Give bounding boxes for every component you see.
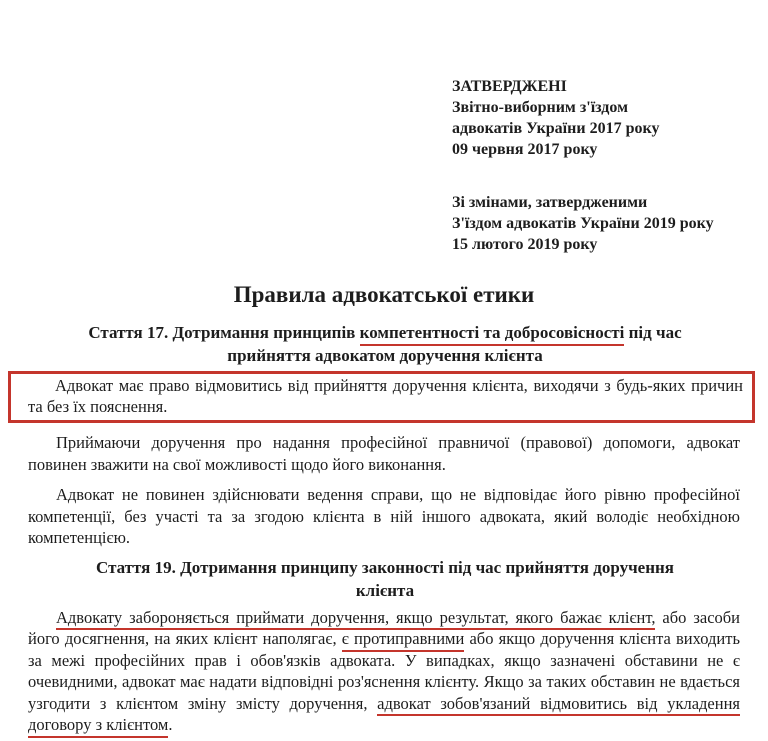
approval-line: Зі змінами, затвердженими bbox=[452, 194, 648, 211]
article-19-heading-line-2: клієнта bbox=[355, 580, 415, 600]
text-segment: або засоби його досягнення, на яких клієнт наполягає, bbox=[28, 607, 740, 648]
article-19-heading-line-1: Стаття 19. Дотримання принципу законності під час прийняття доручення bbox=[96, 557, 674, 577]
approval-line: ЗАТВЕРДЖЕНІ bbox=[452, 78, 567, 95]
article-17-heading-line-1 bbox=[30, 321, 740, 344]
heading-text: Стаття 17. Дотримання принципів bbox=[88, 323, 360, 342]
paragraph-annotated bbox=[28, 607, 740, 736]
approval-line: Звітно-виборним з'їздом bbox=[452, 99, 628, 116]
text-segment: або якщо доручення клієнта виходить за межі професійних прав і обов'язків адвоката. У випадках, якщо зазначені обставини не є очевидними, адвокат має надати відповідні роз'яснення клієнту. Якщо за таких обставин не вдається узгодити з клієнтом зміну змісту доручення, bbox=[28, 629, 740, 713]
red-annotation-box bbox=[8, 371, 755, 423]
document-title: Правила адвокатської етики bbox=[233, 282, 535, 307]
heading-text: під час bbox=[624, 323, 682, 342]
red-underlined-passage: Адвокату забороняється приймати доручення, якщо результат, якого бажає клієнт, bbox=[56, 608, 655, 631]
approval-line: З'їздом адвокатів України 2019 року bbox=[452, 215, 714, 232]
article-17-heading bbox=[30, 321, 740, 367]
approval-2017 bbox=[452, 76, 768, 160]
red-underlined-passage: компетентності та добросовісності bbox=[360, 323, 625, 346]
article-19-heading bbox=[30, 556, 740, 602]
approval-2019 bbox=[452, 192, 768, 255]
red-underlined-passage: є протиправними bbox=[342, 629, 465, 652]
paragraph: Приймаючи доручення про надання професійної правничої (правової) допомоги, адвокат повинен зважити на свої можливості щодо його виконання. bbox=[28, 433, 740, 474]
approval-line: адвокатів України 2017 року bbox=[452, 120, 660, 137]
approval-line: 09 червня 2017 року bbox=[452, 141, 598, 158]
approval-block bbox=[452, 76, 768, 255]
article-17-heading-line-2: прийняття адвокатом доручення клієнта bbox=[227, 346, 543, 365]
paragraph: Адвокат не повинен здійснювати ведення справи, що не відповідає його рівню професійної компетенції, без участі та за згодою клієнта в ній іншого адвоката, який володіє необхідною компетенцією. bbox=[28, 485, 740, 547]
text-segment: . bbox=[168, 715, 173, 734]
approval-line: 15 лютого 2019 року bbox=[452, 236, 598, 253]
boxed-paragraph: Адвокат має право відмовитись від прийняття доручення клієнта, виходячи з будь-яких причин та без їх пояснення. bbox=[28, 376, 743, 416]
red-underlined-passage: адвокат зобов'язаний відмовитись від укладення договору з клієнтом bbox=[28, 694, 740, 738]
